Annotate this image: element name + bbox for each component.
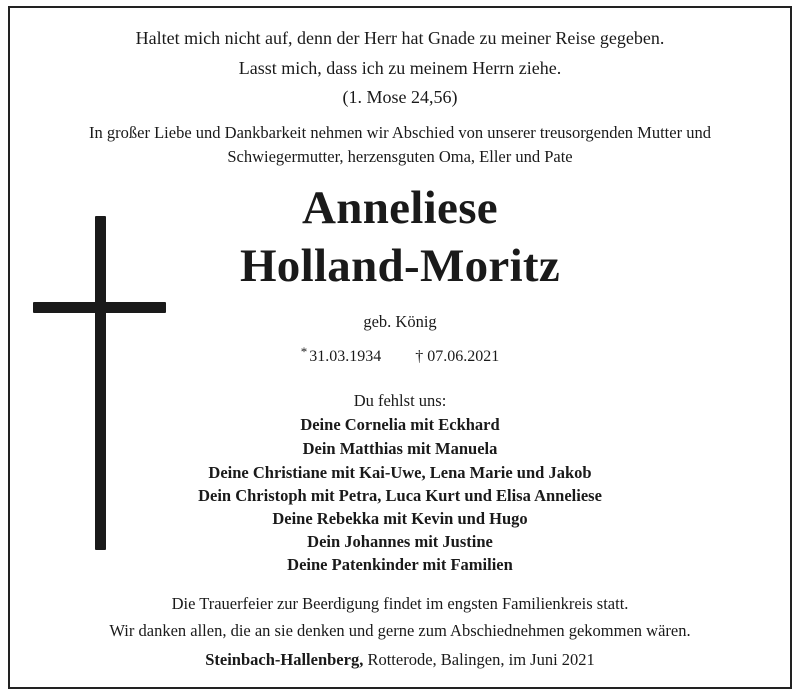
birth-name: geb. König: [363, 312, 437, 331]
place-date-line: [0, 650, 800, 670]
deceased-last-name: Holland-Moritz: [239, 240, 561, 292]
verse-line-1: Haltet mich nicht auf, denn der Herr hat Gnade zu meiner Reise gegeben.: [135, 28, 665, 48]
mourners-heading: Du fehlst uns:: [353, 391, 447, 410]
place-rest: Rotterode, Balingen, im Juni 2021: [363, 650, 595, 669]
mourner-line: Dein Christoph mit Petra, Luca Kurt und Elisa Anneliese: [198, 486, 602, 505]
mourner-line: Dein Matthias mit Manuela: [302, 439, 498, 458]
life-dates: [0, 344, 800, 366]
birth-symbol: *: [300, 344, 308, 359]
place-primary: Steinbach-Hallenberg,: [205, 650, 364, 669]
mourner-line: Deine Cornelia mit Eckhard: [300, 415, 500, 434]
verse-line-2: Lasst mich, dass ich zu meinem Herrn ziehe.: [238, 58, 562, 78]
mourner-line: Dein Johannes mit Justine: [307, 532, 493, 551]
intro-line-1: In großer Liebe und Dankbarkeit nehmen wir Abschied von unserer treusorgenden Mutter und: [89, 123, 711, 142]
birth-date: 31.03.1934: [309, 348, 382, 365]
death-date: 07.06.2021: [427, 348, 500, 365]
mourner-line: Deine Rebekka mit Kevin und Hugo: [272, 509, 528, 528]
mourner-line: Deine Patenkinder mit Familien: [287, 555, 513, 574]
intro-line-2: Schwiegermutter, herzensguten Oma, Eller und Pate: [227, 147, 573, 166]
deceased-first-name: Anneliese: [302, 182, 498, 234]
mourner-line: Deine Christiane mit Kai-Uwe, Lena Marie und Jakob: [208, 463, 592, 482]
death-symbol: †: [415, 348, 424, 365]
thanks-note: Wir danken allen, die an sie denken und gerne zum Abschiednehmen gekommen wären.: [109, 621, 691, 640]
verse-reference: (1. Mose 24,56): [342, 87, 458, 107]
funeral-note: Die Trauerfeier zur Beerdigung findet im engsten Familienkreis statt.: [171, 594, 629, 613]
